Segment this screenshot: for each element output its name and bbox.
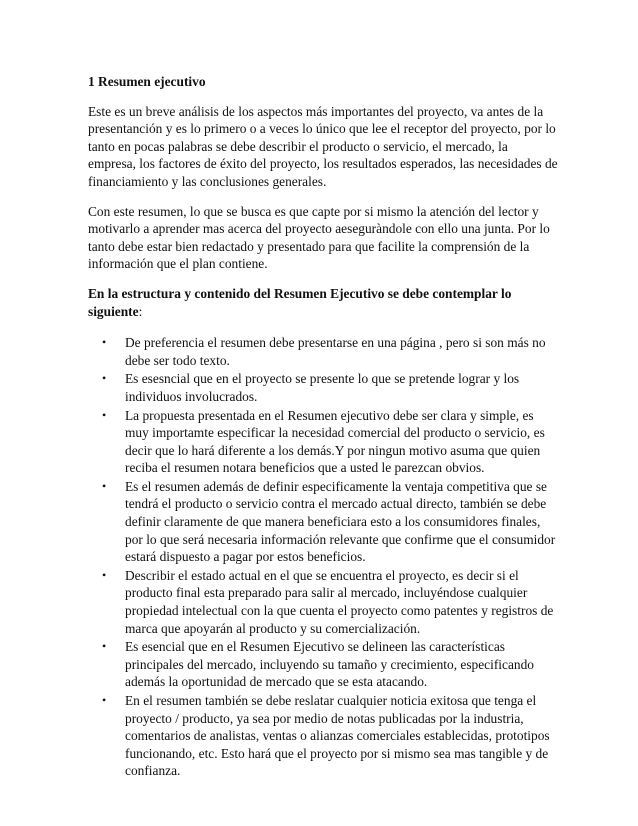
purpose-paragraph: Con este resumen, lo que se busca es que capte por si mismo la atención del lector y motivarlo a aprender mas acerca del proyecto aeseguràndole con ello una junta. Por lo tanto debe estar bien redactado y presentado para que facilite la comprensión de la información que el plan contiene. bbox=[88, 203, 550, 272]
list-item bbox=[88, 567, 558, 637]
intro-paragraph: Este es un breve análisis de los aspectos más importantes del proyecto, va antes de la presentanción y es lo primero o a veces lo único que lee el receptor del proyecto, por lo tanto en pocas palabras se debe describir el producto o servicio, el mercado, la empresa, los factores de éxito del proyecto, los resultados esperados, las necesidades de financiamiento y las conclusiones generales. bbox=[88, 103, 558, 189]
structure-subheading-text: En la estructura y contenido del Resumen Ejecutivo se debe contemplar lo siguiente bbox=[88, 285, 512, 319]
structure-subheading bbox=[88, 285, 558, 320]
bullet-icon: • bbox=[102, 335, 107, 350]
requirements-list bbox=[88, 334, 558, 780]
list-item-text: La propuesta presentada en el Resumen ejecutivo debe ser clara y simple, es muy importamte especificar la necesidad comercial del producto o servicio, es decir que lo hará diferente a los demás.Y por ningun motivo asuma que quien reciba el resumen notara beneficios que a usted le parezcan obvios. bbox=[125, 407, 545, 476]
structure-subheading-colon: : bbox=[138, 303, 143, 319]
list-item bbox=[88, 638, 558, 691]
bullet-icon: • bbox=[102, 693, 107, 707]
list-item-text: En el resumen también se debe reslatar cualquier noticia exitosa que tenga el proyecto / producto, ya sea por medio de notas publicadas por la industria, comentarios de analistas, ventas o alianzas comerciales establecidas, prototipos funcionando, etc. Esto hará que el proyecto por si mismo sea mas tangible y de confianza. bbox=[125, 693, 550, 779]
list-item-text: Es esesncial que en el proyecto se presente lo que se pretende lograr y los individuos involucrados. bbox=[125, 371, 520, 404]
document-page bbox=[88, 73, 558, 781]
list-item-text: Es el resumen además de definir especificamente la ventaja competitiva que se tendrá el producto o servicio contra el mercado actual directo, también se debe definir claramente de que manera beneficiara esto a los consumidores finales, por lo que será necesaria información relevante que confirme que el consumidor estará dispuesto a pagar por estos beneficios. bbox=[125, 478, 556, 565]
bullet-icon: • bbox=[102, 567, 107, 582]
list-item-text: Describir el estado actual en el que se encuentra el proyecto, es decir si el producto final esta preparado para salir al mercado, incluyéndose cualquier propiedad intelectual con la que cuenta el proyecto como patentes y registros de marca que apoyarán al producto y su comercialización. bbox=[125, 567, 554, 636]
list-item bbox=[88, 370, 558, 405]
list-item bbox=[88, 478, 558, 566]
list-item bbox=[88, 334, 558, 369]
bullet-icon: • bbox=[102, 639, 107, 654]
list-item-text: De preferencia el resumen debe presentarse en una página , pero si son más no debe ser todo texto. bbox=[125, 335, 546, 368]
bullet-icon: • bbox=[102, 407, 107, 422]
list-item bbox=[88, 692, 558, 780]
bullet-icon: • bbox=[102, 371, 107, 386]
section-heading: 1 Resumen ejecutivo bbox=[88, 74, 206, 89]
bullet-icon: • bbox=[102, 478, 107, 493]
list-item bbox=[88, 407, 558, 477]
list-item-text: Es esencial que en el Resumen Ejecutivo se delineen las características principales del mercado, incluyendo su tamaño y crecimiento, especificando además la oportunidad de mercado que se esta atacando. bbox=[125, 639, 535, 690]
